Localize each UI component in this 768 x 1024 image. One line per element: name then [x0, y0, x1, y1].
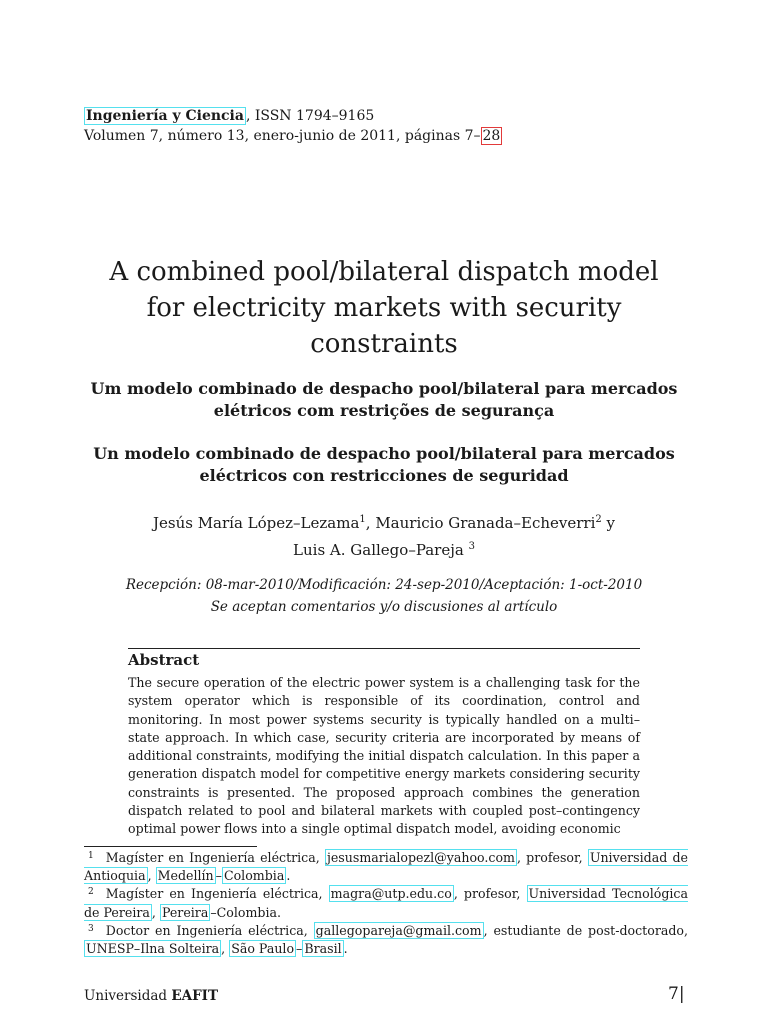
author-separator: , — [365, 514, 376, 532]
abstract-heading: Abstract — [128, 651, 200, 669]
footnotes — [84, 849, 688, 958]
issn-text: , ISSN 1794–9165 — [245, 108, 375, 124]
volume-text: Volumen 7, número 13, enero-junio de 2011, páginas 7– — [84, 128, 481, 144]
title-line: for electricity markets with security — [146, 293, 622, 323]
email-link[interactable]: jesusmarialopezl@yahoo.com — [326, 850, 515, 865]
country-link[interactable]: Brasil — [304, 941, 342, 957]
subtitle-portuguese — [70, 378, 698, 422]
footnote-number: 3 — [88, 923, 94, 934]
footnote-number: 2 — [88, 887, 94, 898]
footnote-text: , — [147, 868, 156, 884]
institution-link[interactable]: Universidad de Antioquia — [84, 850, 688, 884]
author-line — [80, 535, 688, 562]
author-name: Mauricio Granada–Echeverri — [375, 514, 596, 532]
title-line: constraints — [310, 329, 458, 359]
volume-line — [84, 126, 502, 146]
author-conjunction: y — [601, 514, 616, 532]
institution-link[interactable]: UNESP–Ilna Solteira — [86, 941, 220, 957]
subtitle-spanish — [70, 443, 698, 487]
city-link[interactable]: Pereira — [161, 904, 209, 920]
title-line: A combined pool/bilateral dispatch model — [109, 257, 659, 287]
author-name: Luis A. Gallego–Pareja — [293, 541, 469, 559]
footer-univ-name: EAFIT — [171, 988, 219, 1004]
footnote-text: , profesor, — [453, 886, 527, 902]
footer-university — [84, 988, 218, 1004]
footnote-text: , — [151, 904, 160, 920]
journal-line — [84, 106, 502, 126]
abstract-text: The secure operation of the electric power system is a challenging task for the system operator which is responsible of its coordination, control and monitoring. In most power systems security is typically handled on a multi–state approach. In which case, security criteria are incorporated by means of additional constraints, modifying the initial dispatch calculation. In this paper a generation dispatch model for competitive energy markets considering security constraints is presented. The proposed approach combines the generation dispatch related to pool and bilateral markets with coupled post–contingency optimal power flows into a single optimal dispatch model, avoiding economic — [128, 675, 640, 837]
city-link[interactable]: Medellín — [157, 868, 214, 884]
footnote-2 — [84, 885, 688, 921]
paper-title — [60, 254, 708, 362]
footer-univ-prefix: Universidad — [84, 988, 172, 1004]
footnote-text: – — [215, 868, 222, 884]
footnote-1 — [84, 849, 688, 885]
country-link[interactable]: Colombia — [223, 868, 285, 884]
email-link[interactable]: gallegopareja@gmail.com — [315, 922, 482, 938]
footnote-text: –Colombia. — [210, 904, 281, 920]
footnote-text: Magíster en Ingeniería eléctrica, — [105, 886, 329, 902]
footnote-3 — [84, 922, 688, 958]
institution-link[interactable]: Universidad Tecnológica de Pereira — [84, 886, 688, 920]
footnote-rule — [84, 846, 257, 847]
author-list — [80, 508, 688, 562]
abstract-top-rule — [128, 648, 640, 649]
page-number: 7| — [668, 984, 685, 1004]
author-name: Jesús María López–Lezama — [152, 514, 360, 532]
email-link[interactable]: magra@utp.edu.co — [330, 886, 452, 902]
subtitle-line: Un modelo combinado de despacho pool/bilateral para mercados — [93, 444, 675, 463]
subtitle-line: eléctricos con restricciones de seguridad — [199, 466, 569, 485]
subtitle-line: elétricos com restrições de segurança — [213, 401, 555, 420]
subtitle-line: Um modelo combinado de despacho pool/bilateral para mercados — [90, 379, 678, 398]
submission-dates — [80, 574, 688, 618]
footnote-text: , — [221, 941, 230, 957]
journal-name-link[interactable]: Ingeniería y Ciencia — [86, 108, 244, 124]
city-link[interactable]: São Paulo — [231, 941, 295, 957]
footnote-text: , profesor, — [516, 850, 588, 865]
footnote-text: . — [343, 941, 348, 957]
footnote-number: 1 — [88, 851, 94, 861]
footnote-text: Doctor en Ingeniería eléctrica, — [105, 922, 314, 938]
author-affiliation-mark: 2 — [595, 514, 602, 525]
author-line — [80, 508, 688, 535]
last-page-link[interactable]: 28 — [482, 128, 501, 144]
comments-note: Se aceptan comentarios y/o discusiones al artículo — [210, 599, 558, 615]
footnote-text: . — [286, 868, 291, 884]
footnote-text: – — [296, 941, 303, 957]
author-affiliation-mark: 1 — [359, 514, 366, 525]
journal-header — [84, 106, 502, 146]
footnote-text: Magíster en Ingeniería eléctrica, — [105, 850, 325, 865]
author-affiliation-mark: 3 — [468, 541, 475, 552]
footnote-text: , estudiante de post-doctorado, — [483, 922, 688, 938]
dates-line: Recepción: 08-mar-2010/Modificación: 24-sep-2010/Aceptación: 1-oct-2010 — [125, 577, 643, 593]
